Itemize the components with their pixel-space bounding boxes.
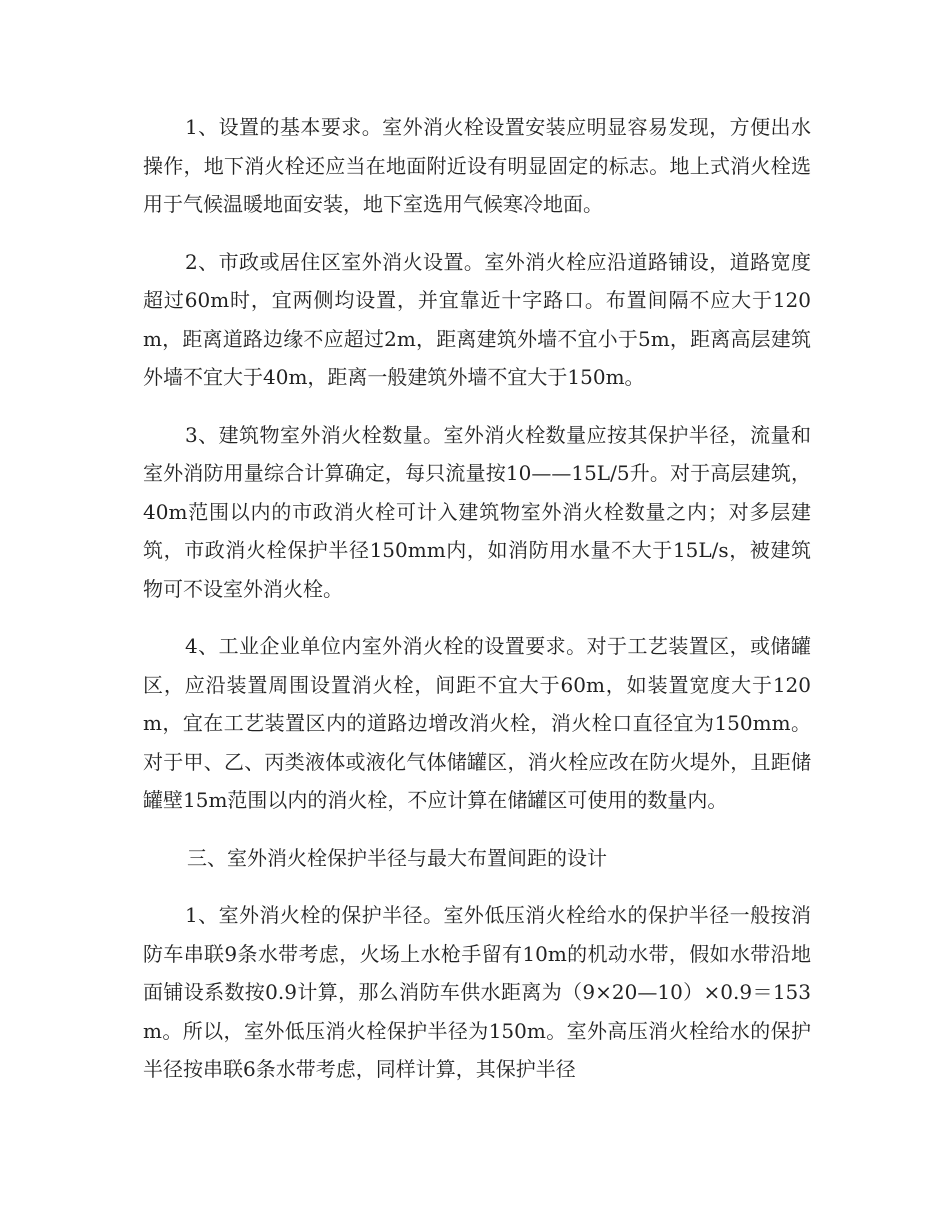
section-heading: 三、室外消火栓保护半径与最大布置间距的设计: [187, 845, 607, 870]
paragraph-basic-requirements: 1、设置的基本要求。室外消火栓设置安装应明显容易发现，方便出水操作，地下消火栓还应当在地面附近设有明显固定的标志。地上式消火栓选用于气候温暖地面安装，地下室选用气候寒冷地面。: [143, 115, 811, 216]
paragraph-municipal-residential: 2、市政或居住区室外消火设置。室外消火栓应沿道路铺设，道路宽度超过60m时，宜两侧均设置，并宜靠近十字路口。布置间隔不应大于120m，距离道路边缘不应超过2m，距离建筑外墙不宜小于5m，距离高层建筑外墙不宜大于40m，距离一般建筑外墙不宜大于150m。: [143, 249, 811, 389]
paragraph-building-hydrant-count: 3、建筑物室外消火栓数量。室外消火栓数量应按其保护半径，流量和室外消防用量综合计算确定，每只流量按10——15L/5升。对于高层建筑，40m范围以内的市政消火栓可计入建筑物室外消火栓数量之内；对多层建筑，市政消火栓保护半径150mm内，如消防用水量不大于15L/s，被建筑物可不设室外消火栓。: [143, 422, 811, 601]
paragraph-industrial-requirements: 4、工业企业单位内室外消火栓的设置要求。对于工艺装置区，或储罐区，应沿装置周围设置消火栓，间距不宜大于60m，如装置宽度大于120m，宜在工艺装置区内的道路边增改消火栓，消火栓口直径宜为150mm。对于甲、乙、丙类液体或液化气体储罐区，消火栓应改在防火堤外，且距储罐壁15m范围以内的消火栓，不应计算在储罐区可使用的数量内。: [143, 634, 811, 812]
document-body: [143, 108, 811, 1108]
paragraph-protection-radius: 1、室外消火栓的保护半径。室外低压消火栓给水的保护半径一般按消防车串联9条水带考虑，火场上水枪手留有10m的机动水带，假如水带沿地面铺设系数按0.9计算，那么消防车供水距离为（9×20—10）×0.9＝153m。所以，室外低压消火栓保护半径为150m。室外高压消火栓给水的保护半径按串联6条水带考虑，同样计算，其保护半径: [143, 903, 811, 1081]
